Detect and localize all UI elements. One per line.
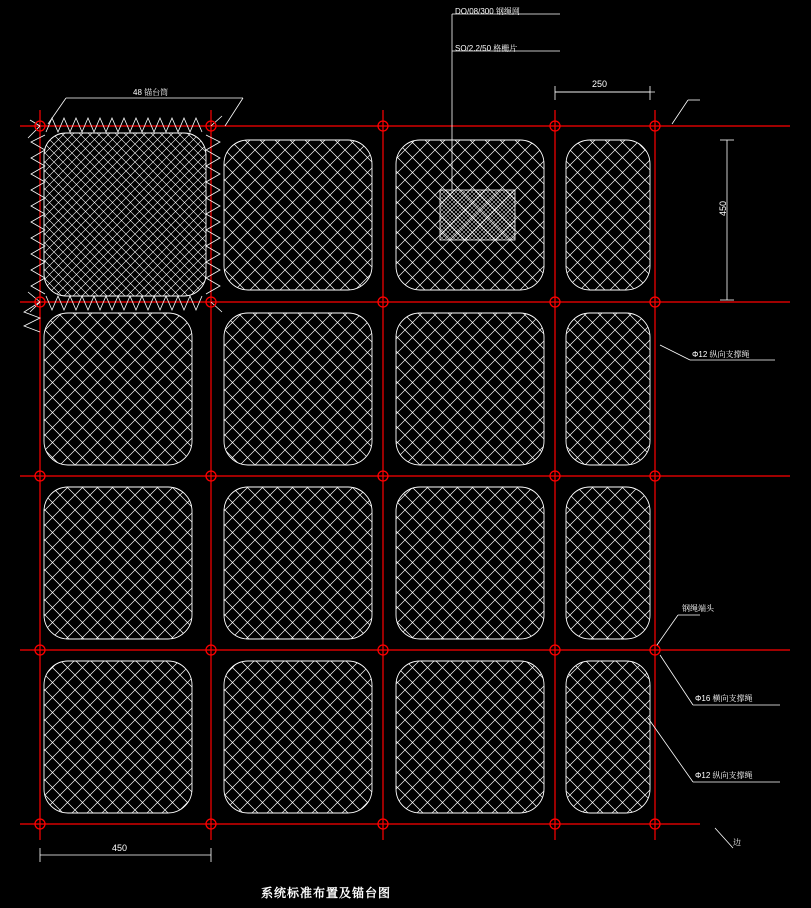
annotation-grille-sheet: SO/2.2/50 格栅片 [455,44,518,53]
mesh-panel [566,313,650,465]
mesh-panel [224,487,372,639]
annotation-gangsheng-net: DO/08/300 钢绳网 [455,7,520,16]
mesh-panel [396,661,544,813]
mesh-panel [224,140,372,290]
annotation-rope-end: 钢绳端头 [682,604,714,613]
mesh-panel [44,133,206,296]
dimension-250: 250 [592,79,608,89]
mesh-panel [566,487,650,639]
mesh-panel [44,313,192,465]
mesh-panel [224,661,372,813]
grille-detail-patch [440,190,515,240]
annotation-anchor-tube: 48 锚台筒 [133,88,169,97]
mesh-panel [566,140,650,290]
mesh-panel [396,313,544,465]
mesh-panel [396,487,544,639]
dimension-450-vertical: 450 [718,200,728,216]
annotation-transverse-support-rope: Φ16 横向支撑绳 [695,694,753,703]
annotation-longitudinal-support-rope-bottom: Φ12 纵向支撑绳 [695,771,753,780]
mesh-panel [566,661,650,813]
mesh-panel [44,487,192,639]
drawing-title: 系统标准布置及锚台图 [261,886,392,900]
mesh-panel [224,313,372,465]
dimension-450-horizontal: 450 [112,843,128,853]
annotation-edge: 边 [733,838,741,847]
annotation-longitudinal-support-rope-top: Φ12 纵向支撑绳 [692,350,750,359]
mesh-panel [44,661,192,813]
